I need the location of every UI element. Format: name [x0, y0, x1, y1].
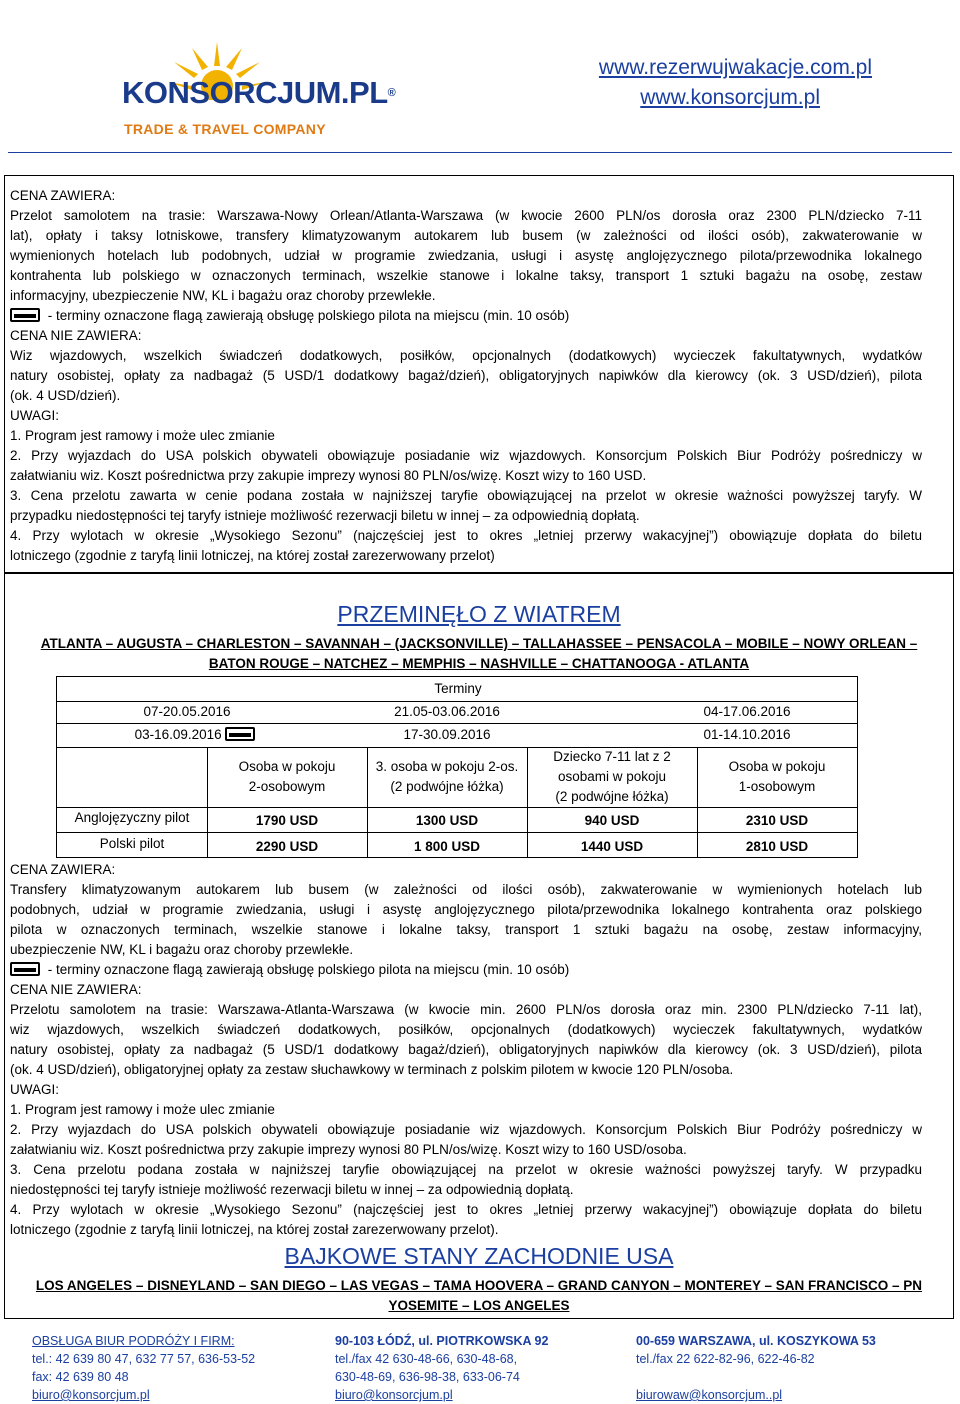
excludes-line: Wiz wjazdowych, wszelkich świadczeń dodatkowych, posiłków, opcjonalnych (dodatkowych) wycieczek fakultatywnych, wydatków	[10, 348, 922, 363]
column-header-third-person: 3. osoba w pokoju 2-os. (2 podwójne łóżka)	[375, 759, 519, 794]
excludes-line: Przelotu samolotem na trasie: Warszawa-Atlanta-Warszawa (w kwocie min. 2600 PLN/os dorosła oraz min. 2300 PLN/dziecko 7-11 lat),	[10, 1002, 922, 1017]
note-line: lotniczego (zgodnie z taryfą linii lotniczej, na której został zarezerwowany przelot)	[10, 548, 495, 563]
row-label-english-pilot: Anglojęzyczny pilot	[74, 810, 190, 825]
section2-text	[10, 860, 922, 1240]
price-table	[56, 676, 858, 858]
term-date: 17-30.09.2016	[403, 727, 491, 742]
page-header	[0, 0, 960, 160]
excludes-line: (ok. 4 USD/dzień), obligatoryjnej opłaty za zestaw słuchawkowy w terminach z polskim pilotem w kwocie 120 PLN/osoba.	[10, 1062, 734, 1077]
footer-col-lodz: 90-103 ŁÓDŹ, ul. PIOTRKOWSKA 92 tel./fax 42 630-48-66, 630-48-68, 630-48-69, 636-98-38, 633-06-74 biuro@konsorcjum.pl	[335, 1334, 549, 1402]
flag-note: - terminy oznaczone flagą zawierają obsługę polskiego pilota na miejscu (min. 10 osób)	[10, 960, 922, 980]
note-line: niedostępności tej taryfy istnieje możliwość rezerwacji biletu w innej – za odpowiednią dopłatą.	[10, 1182, 574, 1197]
term-date: 01-14.10.2016	[703, 727, 791, 742]
tour-title-west: BAJKOWE STANY ZACHODNIE USA	[284, 1243, 674, 1269]
price-cell: 2290 USD	[255, 839, 319, 854]
header-divider	[8, 152, 952, 153]
tour-route-line: YOSEMITE – LOS ANGELES	[388, 1298, 570, 1313]
logo-brand-text: KONSORCJUM.PL®	[122, 75, 396, 110]
note-line: 2. Przy wyjazdach do USA polskich obywateli obowiązuje posiadanie wiz wjazdowych. Konsorcjum Polskich Biur Podróży pośredniczy w	[10, 1122, 922, 1137]
excludes-line: (ok. 4 USD/dzień).	[10, 388, 121, 403]
includes-label: CENA ZAWIERA:	[10, 188, 116, 203]
footer-email-link[interactable]: biurowaw@konsorcjum..pl	[636, 1388, 783, 1402]
includes-line: ubezpieczenie NW, KL i bagażu oraz choroby przewlekłe.	[10, 942, 354, 957]
excludes-label: CENA NIE ZAWIERA:	[10, 982, 142, 997]
price-cell: 940 USD	[584, 813, 640, 828]
tour-route-line: BATON ROUGE – NATCHEZ – MEMPHIS – NASHVILLE – CHATTANOOGA - ATLANTA	[208, 656, 750, 671]
includes-label: CENA ZAWIERA:	[10, 862, 116, 877]
excludes-line: wiz wjazdowych, wszelkich świadczeń dodatkowych, posiłków, opcjonalnych (dodatkowych) wycieczek fakultatywnych, wydatków	[10, 1022, 922, 1037]
excludes-line: natury osobistej, opłaty za nadbagaż (5 USD/1 dodatkowy bagaż/dzień), obligatoryjnych napiwków dla kierowcy (ok. 3 USD/dzień), pilota	[10, 368, 922, 383]
price-cell: 1440 USD	[580, 839, 644, 854]
includes-line: informacyjny, ubezpieczenie NW, KL i bagażu oraz choroby przewlekłe.	[10, 288, 436, 303]
footer-email-link[interactable]: biuro@konsorcjum.pl	[32, 1388, 150, 1402]
site-link-konsorcjum[interactable]: www.konsorcjum.pl	[640, 86, 820, 109]
price-cell: 2810 USD	[745, 839, 809, 854]
term-date-flagged: 03-16.09.2016	[97, 725, 297, 745]
note-line: 3. Cena przelotu zawarta w cenie podana została w najniższej taryfie obowiązującej na przelot w okresie ważności powyższej taryfy. W	[10, 488, 922, 503]
note-line: 4. Przy wylotach w okresie „Wysokiego Sezonu” (najczęściej jest to okres „letniej przerwy wakacyjnej”) obowiązuje dopłata do biletu	[10, 528, 922, 543]
price-cell: 1790 USD	[255, 813, 319, 828]
includes-line: kontrahenta lub polskiego w oznaczonych terminach, wszelkie stanowe i lokalne taksy, transport 1 sztuki bagażu na osobę, zestaw	[10, 268, 922, 283]
price-cell: 1300 USD	[415, 813, 479, 828]
footer-email-link[interactable]: biuro@konsorcjum.pl	[335, 1388, 453, 1402]
tour-title: PRZEMINĘŁO Z WIATREM	[337, 601, 621, 627]
note-line: 1. Program jest ramowy i może ulec zmianie	[10, 1102, 275, 1117]
flag-icon	[10, 962, 40, 976]
terms-label: Terminy	[434, 681, 482, 696]
includes-line: lat), opłaty i taksy lotniskowe, transfery klimatyzowanym autokarem lub busem (w zależności od ilości osób), zakwaterowanie w	[10, 228, 922, 243]
column-header-child: Dziecko 7-11 lat z 2 osobami w pokoju (2 podwójne łóżka)	[553, 749, 671, 804]
page-footer	[0, 1328, 960, 1402]
flag-icon	[10, 308, 40, 322]
tour-route-line: ATLANTA – AUGUSTA – CHARLESTON – SAVANNAH – (JACKSONVILLE) – TALLAHASSEE – PENSACOLA – MOBILE – NOWY ORLEAN –	[40, 636, 918, 651]
note-line: 1. Program jest ramowy i może ulec zmianie	[10, 428, 275, 443]
note-line: załatwianiu wiz. Koszt pośrednictwa przy zakupie imprezy wynosi 80 PLN/os/wizę. Koszt wizy to 160 USD/osoba.	[10, 1142, 687, 1157]
note-line: 3. Cena przelotu podana została w najniższej taryfie obowiązującej na przelot w okresie ważności powyższej taryfy. W przypadku	[10, 1162, 922, 1177]
note-line: 4. Przy wylotach w okresie „Wysokiego Sezonu” (najczęściej jest to okres „letniej przerwy wakacyjnej”) obowiązuje dopłata do biletu	[10, 1202, 922, 1217]
row-label-polish-pilot: Polski pilot	[99, 836, 165, 851]
excludes-line: natury osobistej, opłaty za nadbagaż (5 USD/1 dodatkowy bagaż/dzień), obligatoryjnych napiwków dla kierowcy (ok. 3 USD/dzień), pilota	[10, 1042, 922, 1057]
tour-route-line: LOS ANGELES – DISNEYLAND – SAN DIEGO – LAS VEGAS – TAMA HOOVERA – GRAND CANYON – MONTEREY – SAN FRANCISCO – PN	[35, 1278, 923, 1293]
column-header-double-room: Osoba w pokoju 2-osobowym	[238, 759, 336, 794]
logo-tagline: TRADE & TRAVEL COMPANY	[124, 121, 326, 137]
column-header-single-room: Osoba w pokoju 1-osobowym	[728, 759, 826, 794]
note-line: przypadku niedostępności tej taryfy istnieje możliwość rezerwacji biletu w innej – za odpowiednią dopłatą.	[10, 508, 640, 523]
term-date: 04-17.06.2016	[703, 704, 791, 719]
includes-line: pilota w oznaczonych terminach, wszelkie stanowe i lokalne taksy, transport 1 sztuki bagażu na osobę, zestaw informacyjny,	[10, 922, 922, 937]
term-date: 21.05-03.06.2016	[394, 704, 500, 719]
footer-col-warszawa: 00-659 WARSZAWA, ul. KOSZYKOWA 53 tel./fax 22 622-82-96, 622-46-82 biurowaw@konsorcjum..pl	[636, 1334, 876, 1402]
includes-line: Transfery klimatyzowanym autokarem lub busem (w zależności od ilości osób), zakwaterowanie w wymienionych hotelach lub	[10, 882, 922, 897]
note-line: załatwianiu wiz. Koszt pośrednictwa przy zakupie imprezy wynosi 80 PLN/os/wizę. Koszt wizy to 160 USD.	[10, 468, 647, 483]
flag-icon	[225, 727, 255, 741]
site-link-rezerwujwakacje[interactable]: www.rezerwujwakacje.com.pl	[598, 56, 872, 79]
footer-col-agencies: OBSŁUGA BIUR PODRÓŻY I FIRM: tel.: 42 639 80 47, 632 77 57, 636-53-52 fax: 42 639 80 48 biuro@konsorcjum.pl	[32, 1334, 256, 1402]
term-date: 07-20.05.2016	[143, 704, 231, 719]
flag-note: - terminy oznaczone flagą zawierają obsługę polskiego pilota na miejscu (min. 10 osób)	[10, 306, 922, 326]
notes-label: UWAGI:	[10, 1082, 59, 1097]
excludes-label: CENA NIE ZAWIERA:	[10, 328, 142, 343]
notes-label: UWAGI:	[10, 408, 59, 423]
includes-line: wymienionych hotelach lub podobnych, udział w programie zwiedzania, usługi i asystę anglojęzycznego pilota/przewodnika lokalnego	[10, 248, 922, 263]
note-line: 2. Przy wyjazdach do USA polskich obywateli obowiązuje posiadanie wiz wjazdowych. Konsorcjum Polskich Biur Podróży pośredniczy w	[10, 448, 922, 463]
section1-text	[10, 186, 922, 566]
includes-line: Przelot samolotem na trasie: Warszawa-Nowy Orlean/Atlanta-Warszawa (w kwocie 2600 PLN/os dorosła oraz 2300 PLN/dziecko 7-11	[10, 208, 922, 223]
price-cell: 2310 USD	[745, 813, 809, 828]
price-cell: 1 800 USD	[413, 839, 481, 854]
konsorcjum-logo	[100, 40, 396, 140]
note-line: lotniczego (zgodnie z taryfą linii lotniczej, na której został zarezerwowany przelot).	[10, 1222, 499, 1237]
includes-line: podobnych, udział w programie zwiedzania, usługi i asystę anglojęzycznego pilota/przewodnika lokalnego kontrahenta oraz polskiego	[10, 902, 922, 917]
